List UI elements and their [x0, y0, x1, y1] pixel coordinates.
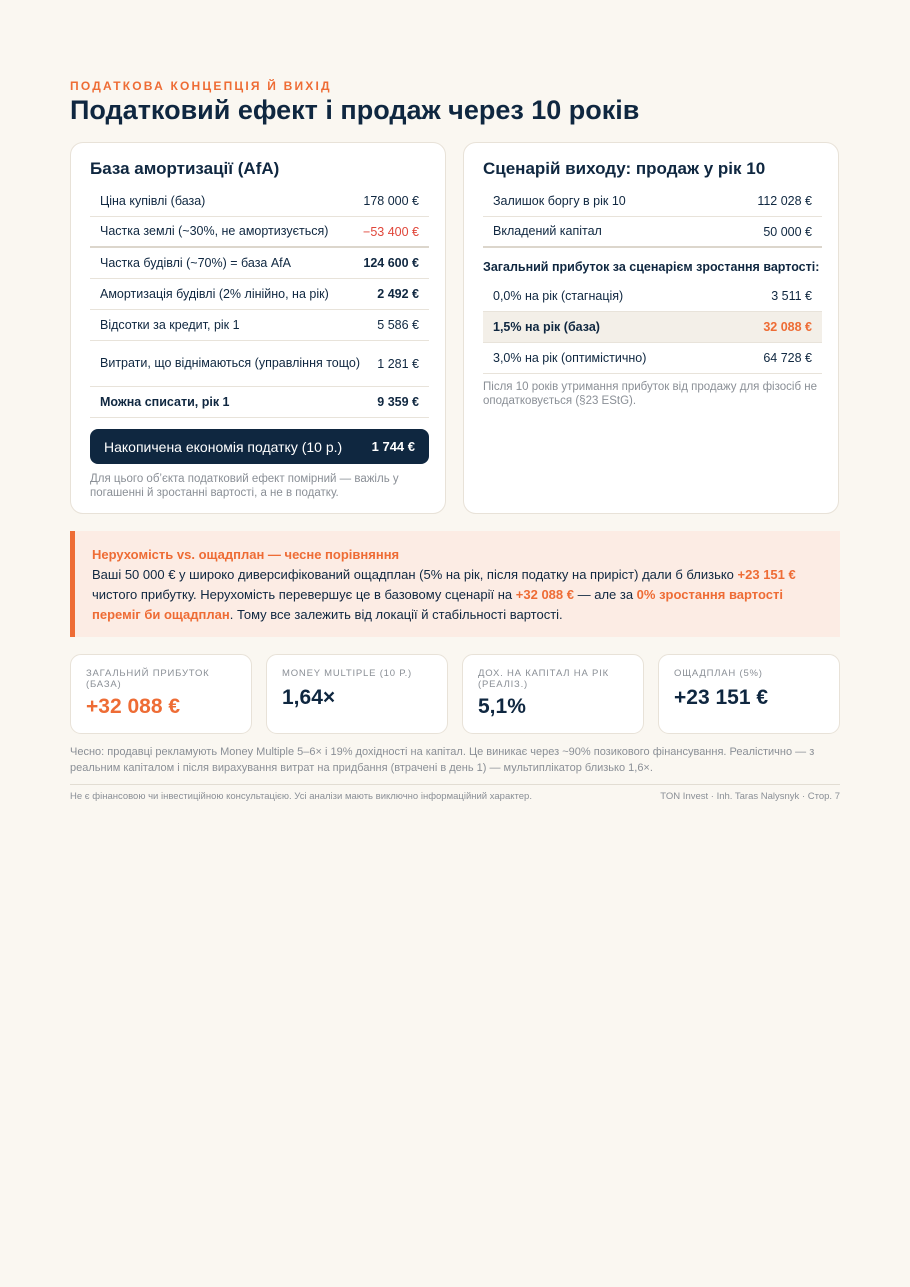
total-label: Накопичена економія податку (10 р.): [104, 438, 343, 455]
row-value: 2 492 €: [377, 287, 419, 301]
row-value: 9 359 €: [377, 395, 419, 409]
callout-text: — але за: [573, 587, 637, 602]
exit-row-remaining-debt: [483, 186, 822, 217]
callout-highlight: 0% зростання вартості переміг би ощадплан: [92, 587, 783, 622]
kpi-row: [70, 654, 840, 734]
exit-card: [463, 142, 839, 514]
row-value: 1 281 €: [377, 356, 419, 371]
row-label: Амортизація будівлі (2% лінійно, на рік): [100, 286, 329, 301]
callout-text: чистого прибутку. Нерухомість перевершує це в базовому сценарії на: [92, 587, 516, 602]
row-label: 0,0% на рік (стагнація): [493, 288, 624, 303]
scenario-row-base: [483, 312, 822, 343]
exit-note: Після 10 років утримання прибуток від продажу для фізосіб не оподатковується (§23 EStG).: [483, 381, 817, 407]
section-eyebrow: ПОДАТКОВА КОНЦЕПЦІЯ Й ВИХІД: [70, 79, 332, 93]
footer-divider: [70, 784, 840, 785]
kpi-label: ЗАГАЛЬНИЙ ПРИБУТОК (БАЗА): [86, 668, 210, 690]
afa-card: [70, 142, 446, 514]
afa-table: [90, 186, 429, 418]
kpi-return-on-equity: [462, 654, 644, 734]
kpi-value: 5,1%: [478, 695, 526, 718]
kpi-savings-plan: [658, 654, 840, 734]
honesty-footnote: Чесно: продавці рекламують Money Multiple 5–6× і 19% дохідності на капітал. Це виникає через ~90% позикового фінансування. Реалістично — з реальним капіталом і після вирахування витрат на придбання (втрачені в день 1) — мультиплікатор близько 1,6×.: [70, 746, 815, 774]
callout-text: Ваші 50 000 € у широко диверсифікований ощадплан (5% на рік, після податку на приріст) дали б близько: [92, 567, 738, 582]
afa-note: Для цього об’єкта податковий ефект помірний — важіль у погашенні й зростанні вартості, а не в податку.: [90, 473, 399, 499]
afa-row-land-share: [90, 217, 429, 248]
row-label: Можна списати, рік 1: [100, 394, 230, 409]
kpi-label: ДОХ. НА КАПІТАЛ НА РІК (РЕАЛІЗ.): [478, 668, 609, 690]
row-label: Витрати, що віднімаються (управління тощо): [100, 356, 361, 370]
row-value: 3 511 €: [771, 289, 812, 303]
row-value: 32 088 €: [763, 320, 812, 334]
row-value: 124 600 €: [363, 256, 419, 270]
scenario-row-stagnation: [483, 281, 822, 312]
scenario-row-optimistic: [483, 343, 822, 374]
kpi-value: 1,64×: [282, 686, 336, 709]
kpi-value: +32 088 €: [86, 695, 181, 718]
tax-savings-total: [90, 429, 429, 464]
page-footer: [70, 791, 840, 802]
afa-row-interest: [90, 310, 429, 341]
afa-row-write-off: [90, 387, 429, 418]
row-label: Частка будівлі (~70%) = база AfA: [100, 255, 291, 270]
row-label: Відсотки за кредит, рік 1: [100, 317, 240, 332]
comparison-callout: [70, 531, 840, 637]
row-label: 3,0% на рік (оптимістично): [493, 350, 647, 365]
callout-text: . Тому все залежить від локації й стабільності вартості.: [229, 607, 563, 622]
callout-body: [92, 565, 822, 625]
afa-row-building-share: [90, 248, 429, 279]
scenario-heading: Загальний прибуток за сценарієм зростання вартості:: [483, 260, 820, 274]
kpi-total-profit: [70, 654, 252, 734]
row-value: 5 586 €: [377, 318, 419, 332]
total-value: 1 744 €: [371, 439, 415, 454]
kpi-label: MONEY MULTIPLE (10 Р.): [282, 668, 413, 679]
row-label: Ціна купівлі (база): [100, 193, 206, 208]
exit-row-equity: [483, 217, 822, 248]
footer-imprint: TON Invest · Inh. Taras Nalysnyk · Стор. 7: [660, 791, 840, 802]
row-label: 1,5% на рік (база): [493, 319, 600, 334]
row-value: 112 028 €: [757, 194, 812, 208]
callout-highlight: +23 151 €: [737, 567, 796, 582]
kpi-label: ОЩАДПЛАН (5%): [674, 668, 763, 679]
afa-card-title: База амортизації (AfA): [90, 159, 280, 178]
exit-card-title: Сценарій виходу: продаж у рік 10: [483, 159, 766, 178]
callout-highlight: +32 088 €: [515, 587, 574, 602]
afa-row-depreciation: [90, 279, 429, 310]
kpi-money-multiple: [266, 654, 448, 734]
row-value: −53 400 €: [363, 224, 419, 239]
footer-disclaimer: Не є фінансовою чи інвестиційною консультацією. Усі аналізи мають виключно інформаційний характер.: [70, 791, 532, 802]
row-label: Залишок боргу в рік 10: [493, 193, 626, 208]
row-label: Вкладений капітал: [493, 224, 602, 238]
row-value: 64 728 €: [763, 351, 812, 365]
row-label: Частка землі (~30%, не амортизується): [100, 224, 329, 238]
afa-row-deductible-costs: [90, 341, 429, 387]
kpi-value: +23 151 €: [674, 686, 769, 709]
exit-table: [483, 186, 822, 374]
row-value: 50 000 €: [763, 224, 812, 239]
page-title: Податковий ефект і продаж через 10 років: [70, 95, 640, 125]
row-value: 178 000 €: [363, 194, 419, 208]
afa-row-purchase-price: [90, 186, 429, 217]
callout-title: Нерухомість vs. ощадплан — чесне порівняння: [92, 547, 400, 562]
